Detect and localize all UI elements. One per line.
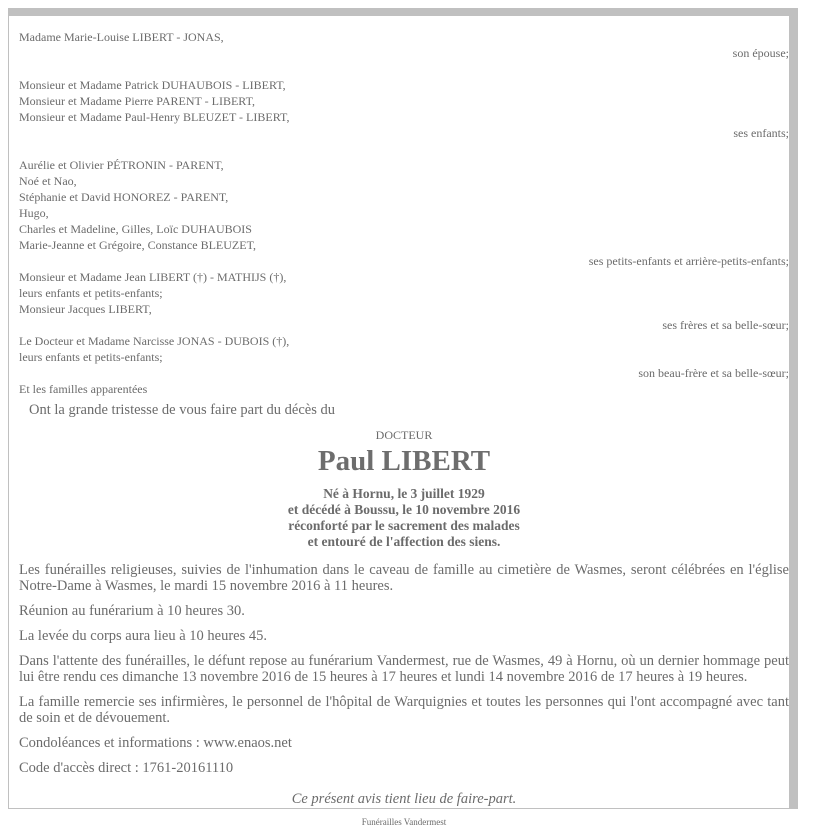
visitation-paragraph: Dans l'attente des funérailles, le défunt repose au funérarium Vandermest, rue de Wasmes, 49 à Hornu, où un dernier hommage peut lui être rendu ces dimanche 13 novembre 2016 de 15 heures à 17 heures et lundi 14 novembre 2016 de 17 heures à 19 heures. — [19, 653, 789, 685]
family-line: Monsieur et Madame Jean LIBERT (†) - MATHIJS (†), — [19, 270, 287, 284]
notice-text: Ce présent avis tient lieu de faire-part. — [291, 791, 517, 807]
relation-label: son beau-frère et sa belle-sœur; — [638, 366, 789, 380]
family-line: Monsieur et Madame Pierre PARENT - LIBERT, — [19, 94, 256, 108]
family-line: Charles et Madeline, Gilles, Loïc DUHAUBOIS — [19, 222, 252, 236]
funeral-ceremony-paragraph: Les funérailles religieuses, suivies de l'inhumation dans le caveau de famille au cimetière de Wasmes, seront célébrées en l'église Notre-Dame à Wasmes, le mardi 15 novembre 2016 à 11 heures. — [19, 562, 789, 594]
obituary-card — [8, 8, 798, 827]
funeral-home-footer: Funérailles Vandermest — [361, 817, 447, 827]
gathering-paragraph: Réunion au funérarium à 10 heures 30. — [19, 603, 245, 619]
relation-label: son épouse; — [732, 46, 789, 60]
access-code-paragraph: Code d'accès direct : 1761-20161110 — [19, 760, 234, 776]
family-line: leurs enfants et petits-enfants; — [19, 350, 163, 364]
family-line: Stéphanie et David HONOREZ - PARENT, — [19, 190, 229, 204]
family-line: Hugo, — [19, 206, 49, 220]
family-line: Monsieur et Madame Patrick DUHAUBOIS - LIBERT, — [19, 78, 286, 92]
deceased-details — [19, 486, 789, 550]
relation-label: ses frères et sa belle-sœur; — [662, 318, 789, 332]
family-line: Aurélie et Olivier PÉTRONIN - PARENT, — [19, 158, 224, 172]
detail-line: et décédé à Boussu, le 10 novembre 2016 — [287, 502, 521, 517]
family-line: Le Docteur et Madame Narcisse JONAS - DUBOIS (†), — [19, 334, 290, 348]
family-line: Marie-Jeanne et Grégoire, Constance BLEUZET, — [19, 238, 257, 252]
detail-line: Né à Hornu, le 3 juillet 1929 — [323, 486, 485, 501]
family-list — [19, 29, 789, 397]
condolences-paragraph: Condoléances et informations : www.enaos.net — [19, 735, 292, 751]
family-line: Monsieur et Madame Paul-Henry BLEUZET - LIBERT, — [19, 110, 290, 124]
family-line: leurs enfants et petits-enfants; — [19, 286, 163, 300]
announcement-intro: Ont la grande tristesse de vous faire part du décès du — [29, 402, 336, 418]
relation-label: ses enfants; — [733, 126, 789, 140]
family-line: Monsieur Jacques LIBERT, — [19, 302, 152, 316]
family-line: Noé et Nao, — [19, 174, 77, 188]
thanks-paragraph: La famille remercie ses infirmières, le personnel de l'hôpital de Warquignies et toutes les personnes qui l'ont accompagné avec tant de soin et de dévouement. — [19, 694, 789, 726]
relation-label: ses petits-enfants et arrière-petits-enfants; — [588, 254, 789, 268]
obituary-content — [19, 29, 789, 828]
deceased-name: Paul LIBERT — [317, 445, 491, 477]
related-families: Et les familles apparentées — [19, 382, 148, 396]
detail-line: réconforté par le sacrement des malades — [288, 518, 520, 533]
family-line: Madame Marie-Louise LIBERT - JONAS, — [19, 30, 224, 44]
deceased-title: DOCTEUR — [375, 428, 433, 442]
detail-line: et entouré de l'affection des siens. — [307, 534, 501, 549]
departure-paragraph: La levée du corps aura lieu à 10 heures 45. — [19, 628, 268, 644]
